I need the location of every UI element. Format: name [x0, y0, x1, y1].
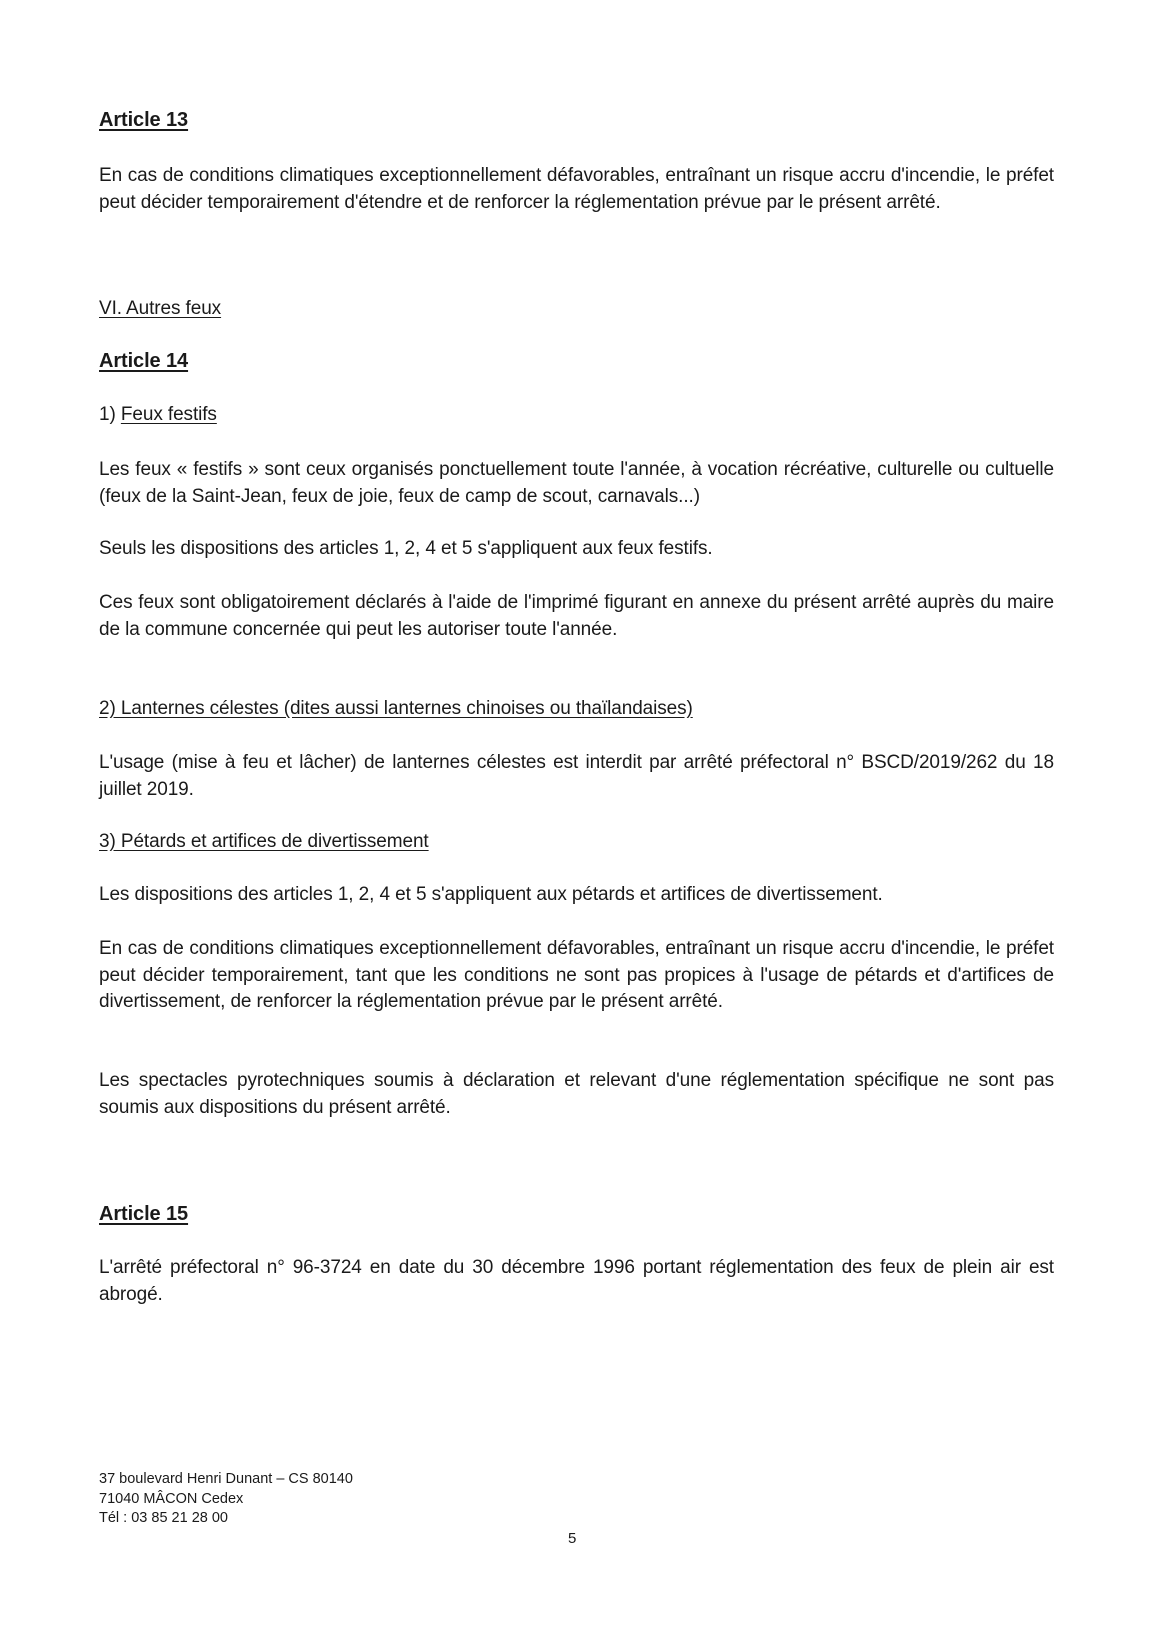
feux-festifs-title: Feux festifs [120, 404, 217, 425]
section-6-heading: VI. Autres feux [99, 298, 222, 319]
feux-festifs-paragraph-1: Les feux « festifs » sont ceux organisés ponctuellement toute l'année, à vocation récréative, culturelle ou cultuelle (feux de la Saint-Jean, feux de joie, feux de camp de scout, carnavals...) [99, 459, 1054, 507]
footer-address-line-1: 37 boulevard Henri Dunant – CS 80140 [99, 1471, 353, 1487]
feux-festifs-number: 1) [99, 404, 121, 425]
footer-phone: Tél : 03 85 21 28 00 [99, 1510, 228, 1526]
article-15-heading: Article 15 [99, 1203, 189, 1225]
footer-address [99, 1470, 353, 1529]
footer-address-line-2: 71040 MÂCON Cedex [99, 1490, 244, 1507]
feux-festifs-paragraph-3: Ces feux sont obligatoirement déclarés à l'aide de l'imprimé figurant en annexe du présent arrêté auprès du maire de la commune concernée qui peut les autoriser toute l'année. [99, 592, 1054, 640]
article-15-body: L'arrêté préfectoral n° 96-3724 en date du 30 décembre 1996 portant réglementation des feux de plein air est abrogé. [99, 1257, 1054, 1305]
petards-paragraph-3: Les spectacles pyrotechniques soumis à déclaration et relevant d'une réglementation spécifique ne sont pas soumis aux dispositions du présent arrêté. [99, 1070, 1054, 1118]
page-number: 5 [568, 1530, 577, 1547]
article-13-body: En cas de conditions climatiques exceptionnellement défavorables, entraînant un risque accru d'incendie, le préfet peut décider temporairement d'étendre et de renforcer la réglementation prévue par le présent arrêté. [99, 165, 1054, 213]
article-13-heading: Article 13 [99, 109, 189, 131]
lanternes-paragraph: L'usage (mise à feu et lâcher) de lanternes célestes est interdit par arrêté préfectoral n° BSCD/2019/262 du 18 juillet 2019. [99, 752, 1054, 800]
petards-paragraph-1: Les dispositions des articles 1, 2, 4 et 5 s'appliquent aux pétards et artifices de divertissement. [99, 884, 883, 905]
feux-festifs-paragraph-2: Seuls les dispositions des articles 1, 2, 4 et 5 s'appliquent aux feux festifs. [99, 538, 713, 559]
lanternes-subheading: 2) Lanternes célestes (dites aussi lanternes chinoises ou thaïlandaises) [99, 698, 693, 719]
petards-subheading: 3) Pétards et artifices de divertissement [99, 831, 429, 852]
article-14-heading: Article 14 [99, 350, 189, 372]
petards-paragraph-2: En cas de conditions climatiques exceptionnellement défavorables, entraînant un risque accru d'incendie, le préfet peut décider temporairement, tant que les conditions ne sont pas propices à l'usage de pétards et d'artifices de divertissement, de renforcer la réglementation prévue par le présent arrêté. [99, 938, 1054, 1012]
feux-festifs-subheading [99, 402, 1054, 429]
